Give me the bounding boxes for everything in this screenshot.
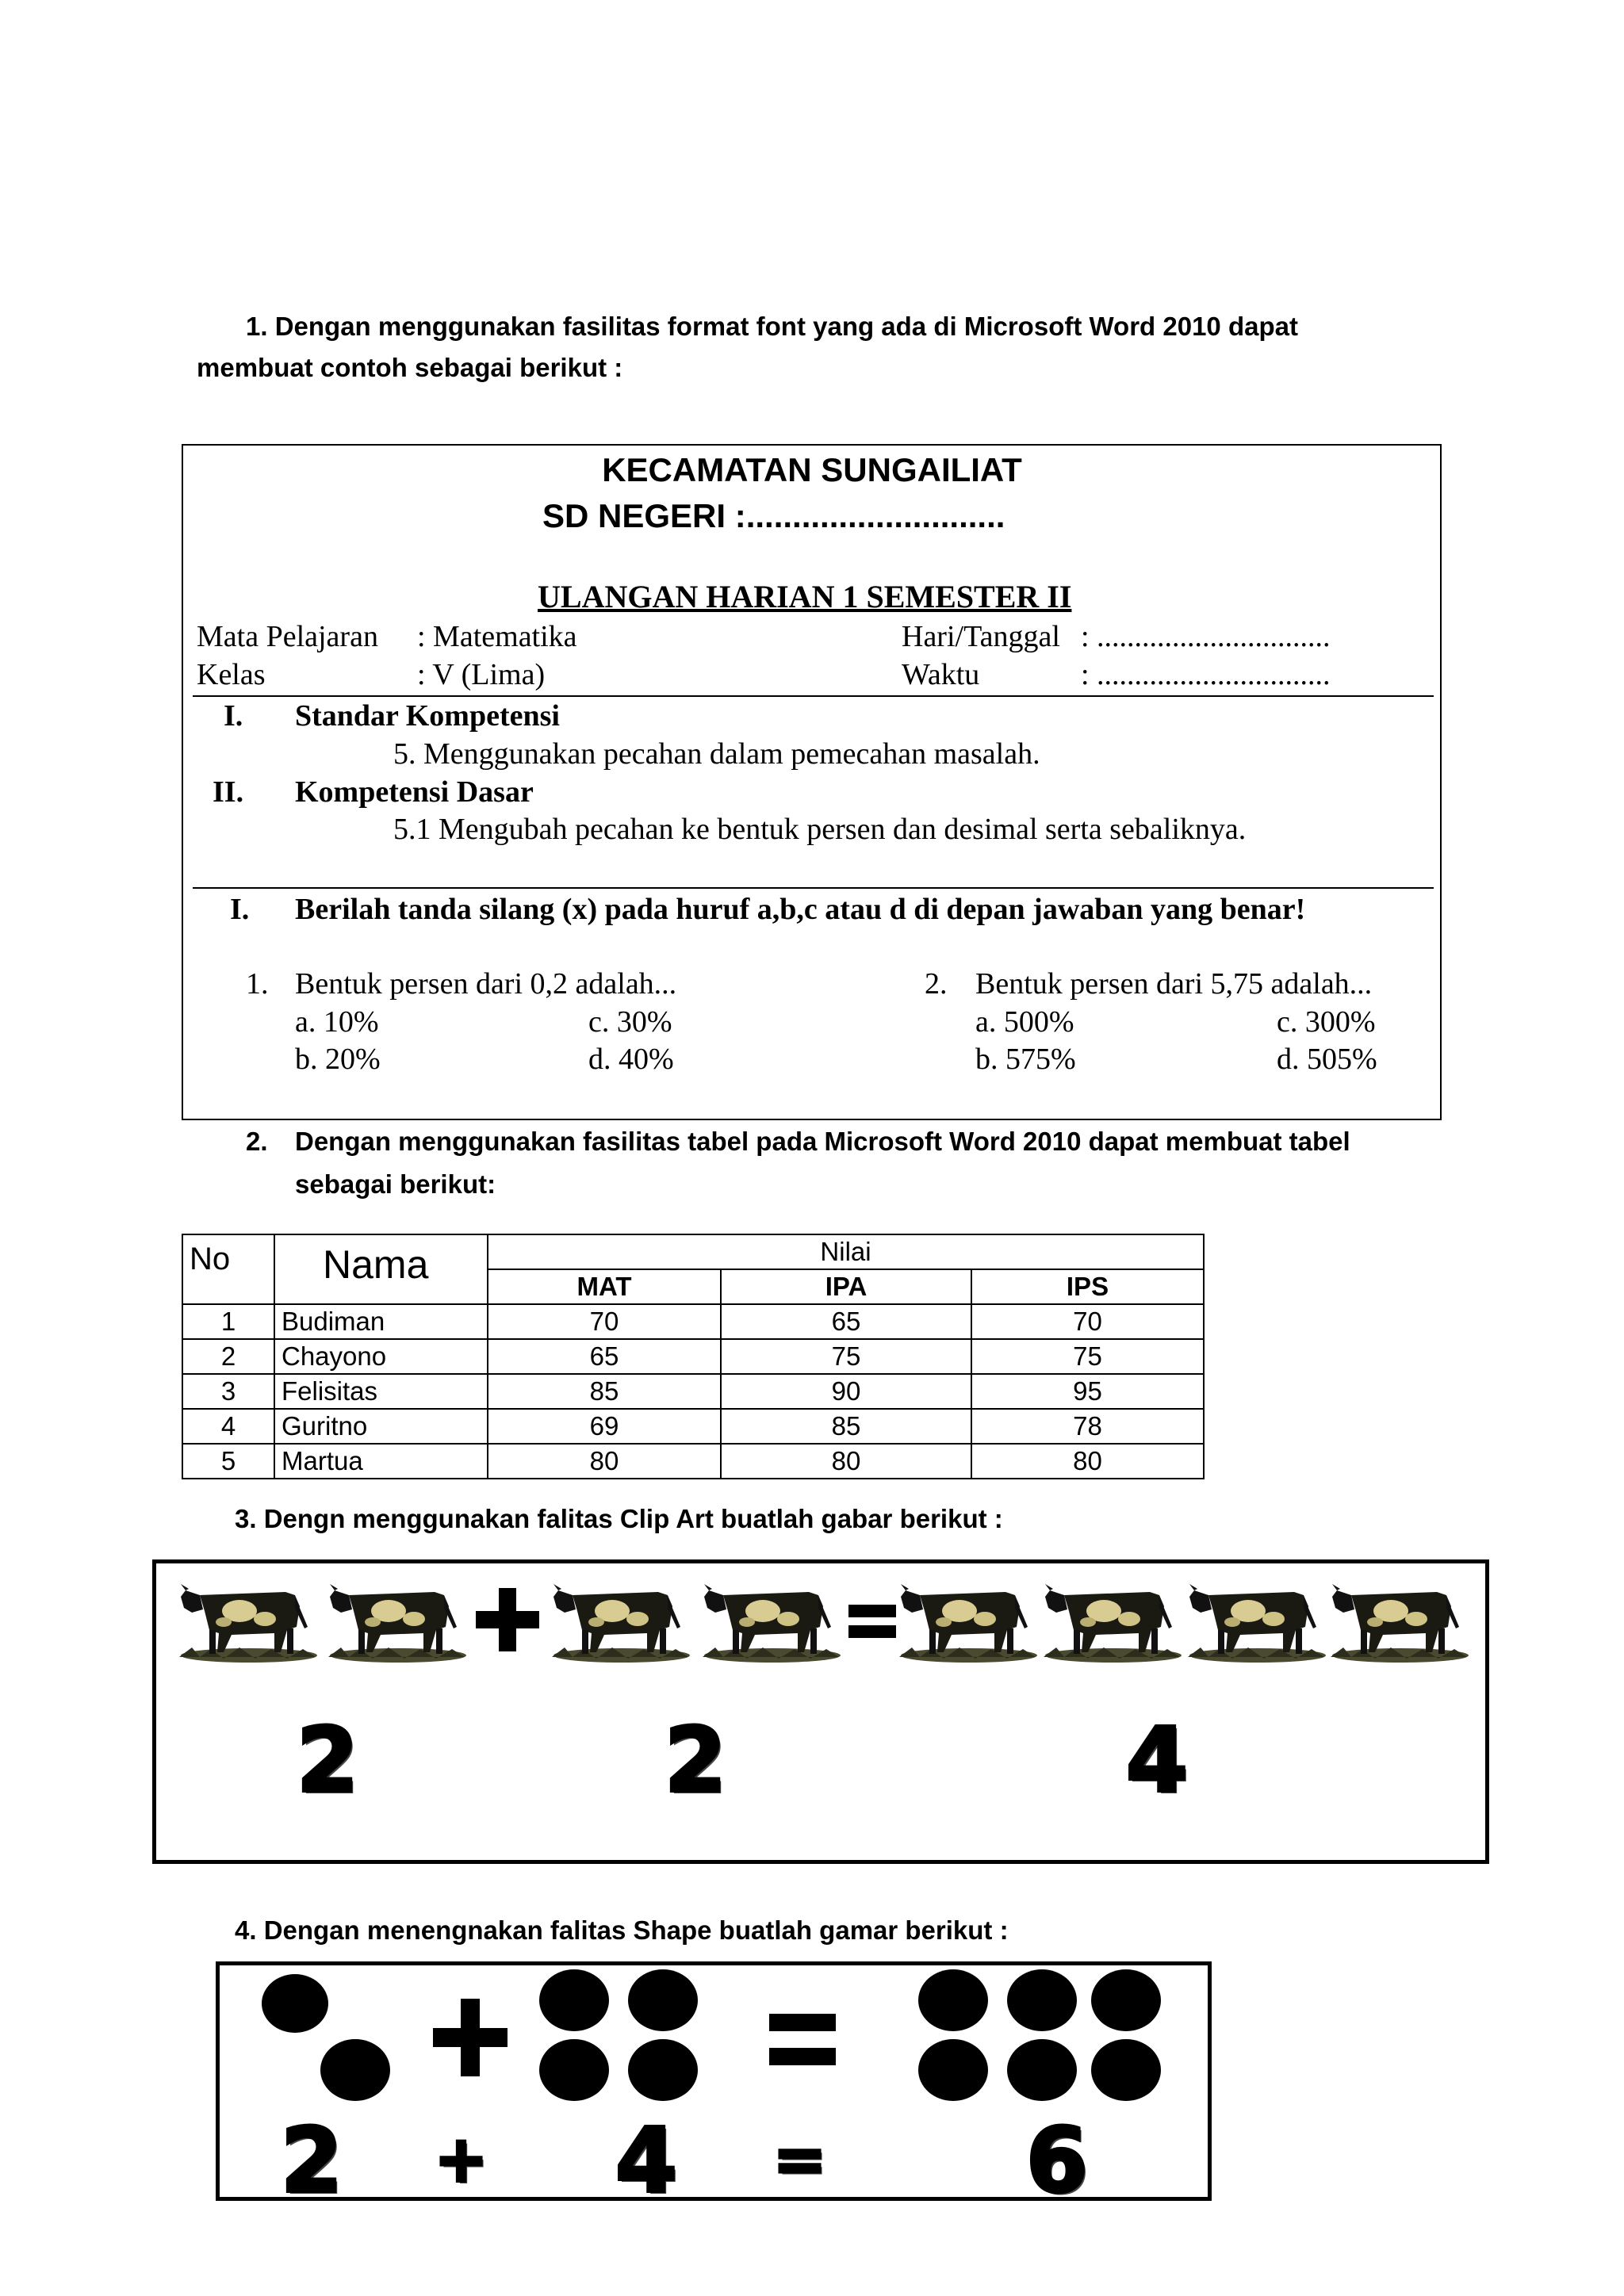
- q1-line1: 1. Dengan menggunakan fasilitas format font yang ada di Microsoft Word 2010 dapat: [246, 312, 1298, 341]
- cell-no: 3: [182, 1374, 274, 1409]
- cell-ips: 70: [971, 1304, 1204, 1339]
- shapes-number-3: 6: [1026, 2110, 1088, 2213]
- equals-shape-top: [769, 2014, 836, 2031]
- exam-q1-number: 1.: [246, 967, 269, 1001]
- cell-nama: Felisitas: [274, 1374, 488, 1409]
- exam-q1-option-c: c. 30%: [588, 1005, 672, 1039]
- section-divider: [193, 887, 1434, 889]
- exam-q2-number: 2.: [925, 967, 948, 1001]
- circle-shape: [262, 1974, 328, 2033]
- instruction-number: I.: [230, 893, 250, 926]
- circle-shape: [1007, 2039, 1077, 2101]
- clipart-number-3: 4: [1126, 1709, 1188, 1812]
- table-header-row: [182, 1234, 1204, 1269]
- exam-q2-option-a: a. 500%: [975, 1005, 1074, 1039]
- exam-q1-option-a: a. 10%: [295, 1005, 379, 1039]
- shapes-number-1: 2: [281, 2110, 343, 2213]
- header-ips: IPS: [971, 1269, 1204, 1304]
- circle-shape: [628, 1969, 698, 2031]
- instruction-text: Berilah tanda silang (x) pada huruf a,b,c atau d di depan jawaban yang benar!: [295, 893, 1306, 926]
- equals-icon-top: [848, 1605, 896, 1617]
- subject-label: Mata Pelajaran: [197, 620, 378, 653]
- q1-line2: membuat contoh sebagai berikut :: [197, 353, 623, 382]
- exam-q2-option-d: d. 505%: [1277, 1043, 1377, 1076]
- cell-no: 2: [182, 1339, 274, 1374]
- q2-line2: sebagai berikut:: [295, 1169, 496, 1199]
- cow-icon: [1327, 1571, 1469, 1663]
- class-label: Kelas: [197, 658, 266, 691]
- cell-mat: 65: [488, 1339, 721, 1374]
- cell-ips: 78: [971, 1409, 1204, 1444]
- cell-ipa: 65: [721, 1304, 971, 1339]
- cell-nama: Budiman: [274, 1304, 488, 1339]
- cell-ips: 80: [971, 1444, 1204, 1479]
- circle-shape: [320, 2039, 390, 2101]
- cell-ipa: 90: [721, 1374, 971, 1409]
- sec2-text: 5.1 Mengubah pecahan ke bentuk persen dan desimal serta sebaliknya.: [393, 813, 1247, 846]
- table-row: [182, 1374, 1204, 1409]
- district-title: KECAMATAN SUNGAILIAT: [602, 451, 1022, 488]
- cell-nama: Chayono: [274, 1339, 488, 1374]
- shapes-number-2: 4: [615, 2110, 677, 2213]
- circle-shape: [539, 1969, 609, 2031]
- circle-shape: [539, 2039, 609, 2101]
- exam-q2-option-b: b. 575%: [975, 1043, 1076, 1076]
- exam-q1-text: Bentuk persen dari 0,2 adalah...: [295, 967, 677, 1001]
- equals-shape-bottom: [769, 2048, 836, 2065]
- cell-ips: 75: [971, 1339, 1204, 1374]
- cell-mat: 69: [488, 1409, 721, 1444]
- cell-nama: Guritno: [274, 1409, 488, 1444]
- q4-text: 4. Dengan menengnakan falitas Shape buatlah gamar berikut :: [235, 1915, 1009, 1945]
- table-row: [182, 1444, 1204, 1479]
- clipart-number-1: 2: [297, 1709, 358, 1812]
- cow-icon: [896, 1571, 1037, 1663]
- sec2-title: Kompetensi Dasar: [295, 775, 534, 809]
- exam-title: ULANGAN HARIAN 1 SEMESTER II: [538, 579, 1072, 614]
- time-value: : ...............................: [1081, 658, 1331, 691]
- header-ipa: IPA: [721, 1269, 971, 1304]
- header-no: No: [182, 1234, 274, 1304]
- exam-q1-option-b: b. 20%: [295, 1043, 381, 1076]
- exam-q2-text: Bentuk persen dari 5,75 adalah...: [975, 967, 1373, 1001]
- date-value: : ...............................: [1081, 620, 1331, 653]
- circle-shape: [1091, 2039, 1161, 2101]
- school-title: SD NEGERI :............................: [542, 497, 1005, 534]
- plus-shape-v: [461, 1999, 480, 2076]
- grades-table: [182, 1234, 1205, 1479]
- shapes-operator-equals: =: [773, 2122, 827, 2196]
- clipart-number-2: 2: [665, 1709, 726, 1812]
- header-divider: [193, 695, 1434, 697]
- cow-icon: [1185, 1571, 1326, 1663]
- circle-shape: [1007, 1969, 1077, 2031]
- cell-mat: 85: [488, 1374, 721, 1409]
- sec1-number: I.: [224, 699, 243, 733]
- cow-icon: [176, 1571, 317, 1663]
- header-mat: MAT: [488, 1269, 721, 1304]
- cell-ipa: 85: [721, 1409, 971, 1444]
- table-row: [182, 1409, 1204, 1444]
- shapes-operator-plus: +: [435, 2122, 488, 2196]
- circle-shape: [628, 2039, 698, 2101]
- cow-icon: [325, 1571, 466, 1663]
- plus-icon-v: [499, 1588, 516, 1651]
- time-label: Waktu: [902, 658, 980, 691]
- exam-q2-option-c: c. 300%: [1277, 1005, 1376, 1039]
- header-nama: Nama: [274, 1234, 488, 1304]
- cell-ips: 95: [971, 1374, 1204, 1409]
- cow-icon: [699, 1571, 841, 1663]
- q2-number: 2.: [246, 1127, 268, 1156]
- class-value: : V (Lima): [417, 658, 546, 691]
- q3-text: 3. Dengn menggunakan falitas Clip Art buatlah gabar berikut :: [235, 1504, 1003, 1533]
- exam-q1-option-d: d. 40%: [588, 1043, 674, 1076]
- sec1-title: Standar Kompetensi: [295, 699, 560, 733]
- date-label: Hari/Tanggal: [902, 620, 1060, 653]
- subject-value: : Matematika: [417, 620, 577, 653]
- cow-icon: [549, 1571, 690, 1663]
- cell-mat: 80: [488, 1444, 721, 1479]
- cell-ipa: 75: [721, 1339, 971, 1374]
- cell-no: 5: [182, 1444, 274, 1479]
- sec2-number: II.: [213, 775, 244, 809]
- sec1-text: 5. Menggunakan pecahan dalam pemecahan masalah.: [393, 737, 1040, 771]
- circle-shape: [1091, 1969, 1161, 2031]
- circle-shape: [918, 1969, 988, 2031]
- q2-line1: Dengan menggunakan fasilitas tabel pada Microsoft Word 2010 dapat membuat tabel: [295, 1127, 1350, 1156]
- cell-no: 4: [182, 1409, 274, 1444]
- equals-icon-bottom: [848, 1625, 896, 1638]
- cell-mat: 70: [488, 1304, 721, 1339]
- table-row: [182, 1304, 1204, 1339]
- cell-nama: Martua: [274, 1444, 488, 1479]
- cell-no: 1: [182, 1304, 274, 1339]
- header-nilai: Nilai: [488, 1234, 1204, 1269]
- cow-icon: [1040, 1571, 1182, 1663]
- cell-ipa: 80: [721, 1444, 971, 1479]
- circle-shape: [918, 2039, 988, 2101]
- table-row: [182, 1339, 1204, 1374]
